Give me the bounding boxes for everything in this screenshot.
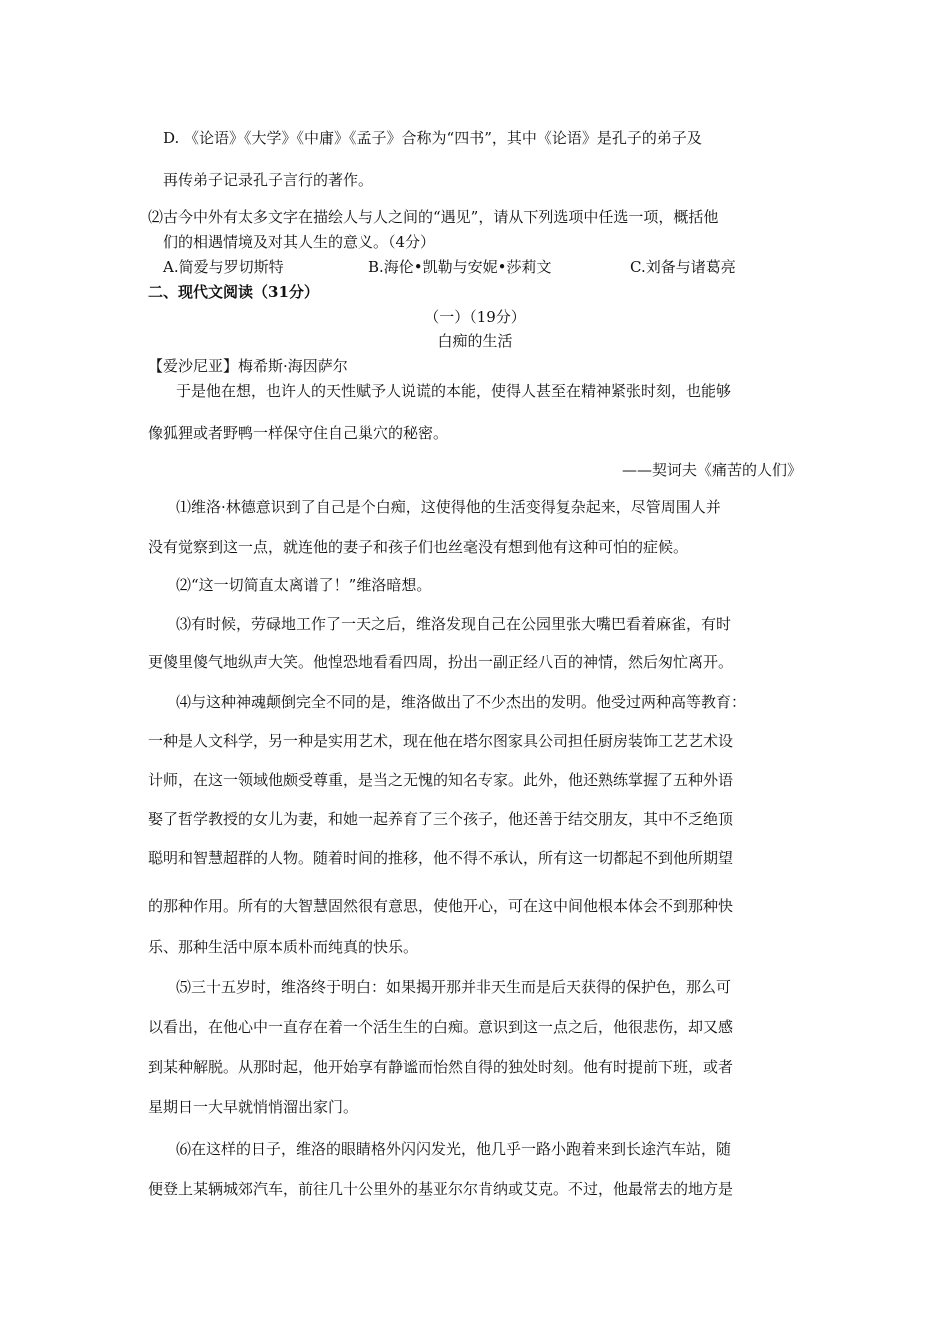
paragraph-line: ⑵“这一切简直太离谱了！”维洛暗想。 [176,576,432,594]
paragraph-line: ⑴维洛·林德意识到了自己是个白痴，这使得他的生活变得复杂起来，尽管周围人并 [176,498,721,516]
paragraph-line: 以看出，在他心中一直存在着一个活生生的白痴。意识到这一点之后，他很悲伤，却又感 [148,1018,734,1036]
article-title: 白痴的生活 [437,332,513,350]
paragraph-line: 计师，在这一领域他颇受尊重，是当之无愧的知名专家。此外，他还熟练掌握了五种外语 [148,771,734,789]
option-a: A.简爱与罗切斯特 [163,258,284,276]
paragraph-line: ⑷与这种神魂颠倒完全不同的是，维洛做出了不少杰出的发明。他受过两种高等教育： [176,693,747,711]
paragraph-line: ⑹在这样的日子，维洛的眼睛格外闪闪发光，他几乎一路小跑着来到长途汽车站，随 [176,1140,732,1158]
paragraph-line: 到某种解脱。从那时起，他开始享有静谧而怡然自得的独处时刻。他有时提前下班，或者 [148,1058,734,1076]
option-c: C.刘备与诸葛亮 [630,258,736,276]
paragraph-line: 乐、那种生活中原本质朴而纯真的快乐。 [148,938,419,956]
paragraph-line: 一种是人文科学，另一种是实用艺术，现在他在塔尔图家具公司担任厨房装饰工艺艺术设 [148,732,734,750]
paragraph-line: ⑸三十五岁时，维洛终于明白：如果揭开那并非天生而是后天获得的保护色，那么可 [176,978,732,996]
paragraph-line: 聪明和智慧超群的人物。随着时间的推移，他不得不承认，所有这一切都起不到他所期望 [148,849,734,867]
question-d-line-2: 再传弟子记录孔子言行的著作。 [163,171,374,189]
paragraph-line: ⑶有时候，劳碌地工作了一天之后，维洛发现自己在公园里张大嘴巴看着麻雀，有时 [176,615,732,633]
question-d-line-1: D. 《论语》《大学》《中庸》《孟子》合称为“四书”，其中《论语》是孔子的弟子及 [163,129,702,147]
section-heading: 二、现代文阅读（31分） [148,283,319,301]
question-2-options [163,257,803,277]
section-part: （一）（19分） [424,308,526,326]
question-2-line-1: ⑵古今中外有太多文字在描绘人与人之间的“遇见”，请从下列选项中任选一项，概括他 [148,208,719,226]
paragraph-line: 没有觉察到这一点，就连他的妻子和孩子们也丝毫没有想到他有这种可怕的症候。 [148,538,689,556]
paragraph-line: 便登上某辆城郊汽车，前往几十公里外的基亚尔尔肯纳或艾克。不过，他最常去的地方是 [148,1180,734,1198]
question-2-line-2: 们的相遇情境及对其人生的意义。（4分） [163,233,436,251]
epigraph-line-1: 于是他在想，也许人的天性赋予人说谎的本能，使得人甚至在精神紧张时刻，也能够 [176,382,732,400]
option-b: B.海伦•凯勒与安妮•莎莉文 [368,258,552,276]
paragraph-line: 更傻里傻气地纵声大笑。他惶恐地看看四周，扮出一副正经八百的神情，然后匆忙离开。 [148,653,734,671]
epigraph-source: ——契诃夫《痛苦的人们》 [621,461,802,479]
epigraph-line-2: 像狐狸或者野鸭一样保守住自己巢穴的秘密。 [148,424,449,442]
paragraph-line: 星期日一大早就悄悄溜出家门。 [148,1098,359,1116]
paragraph-line: 娶了哲学教授的女儿为妻，和她一起养育了三个孩子，他还善于结交朋友，其中不乏绝顶 [148,810,734,828]
author-line: 【爱沙尼亚】梅希斯·海因萨尔 [148,357,348,375]
paragraph-line: 的那种作用。所有的大智慧固然很有意思，使他开心，可在这中间他根本体会不到那种快 [148,897,734,915]
